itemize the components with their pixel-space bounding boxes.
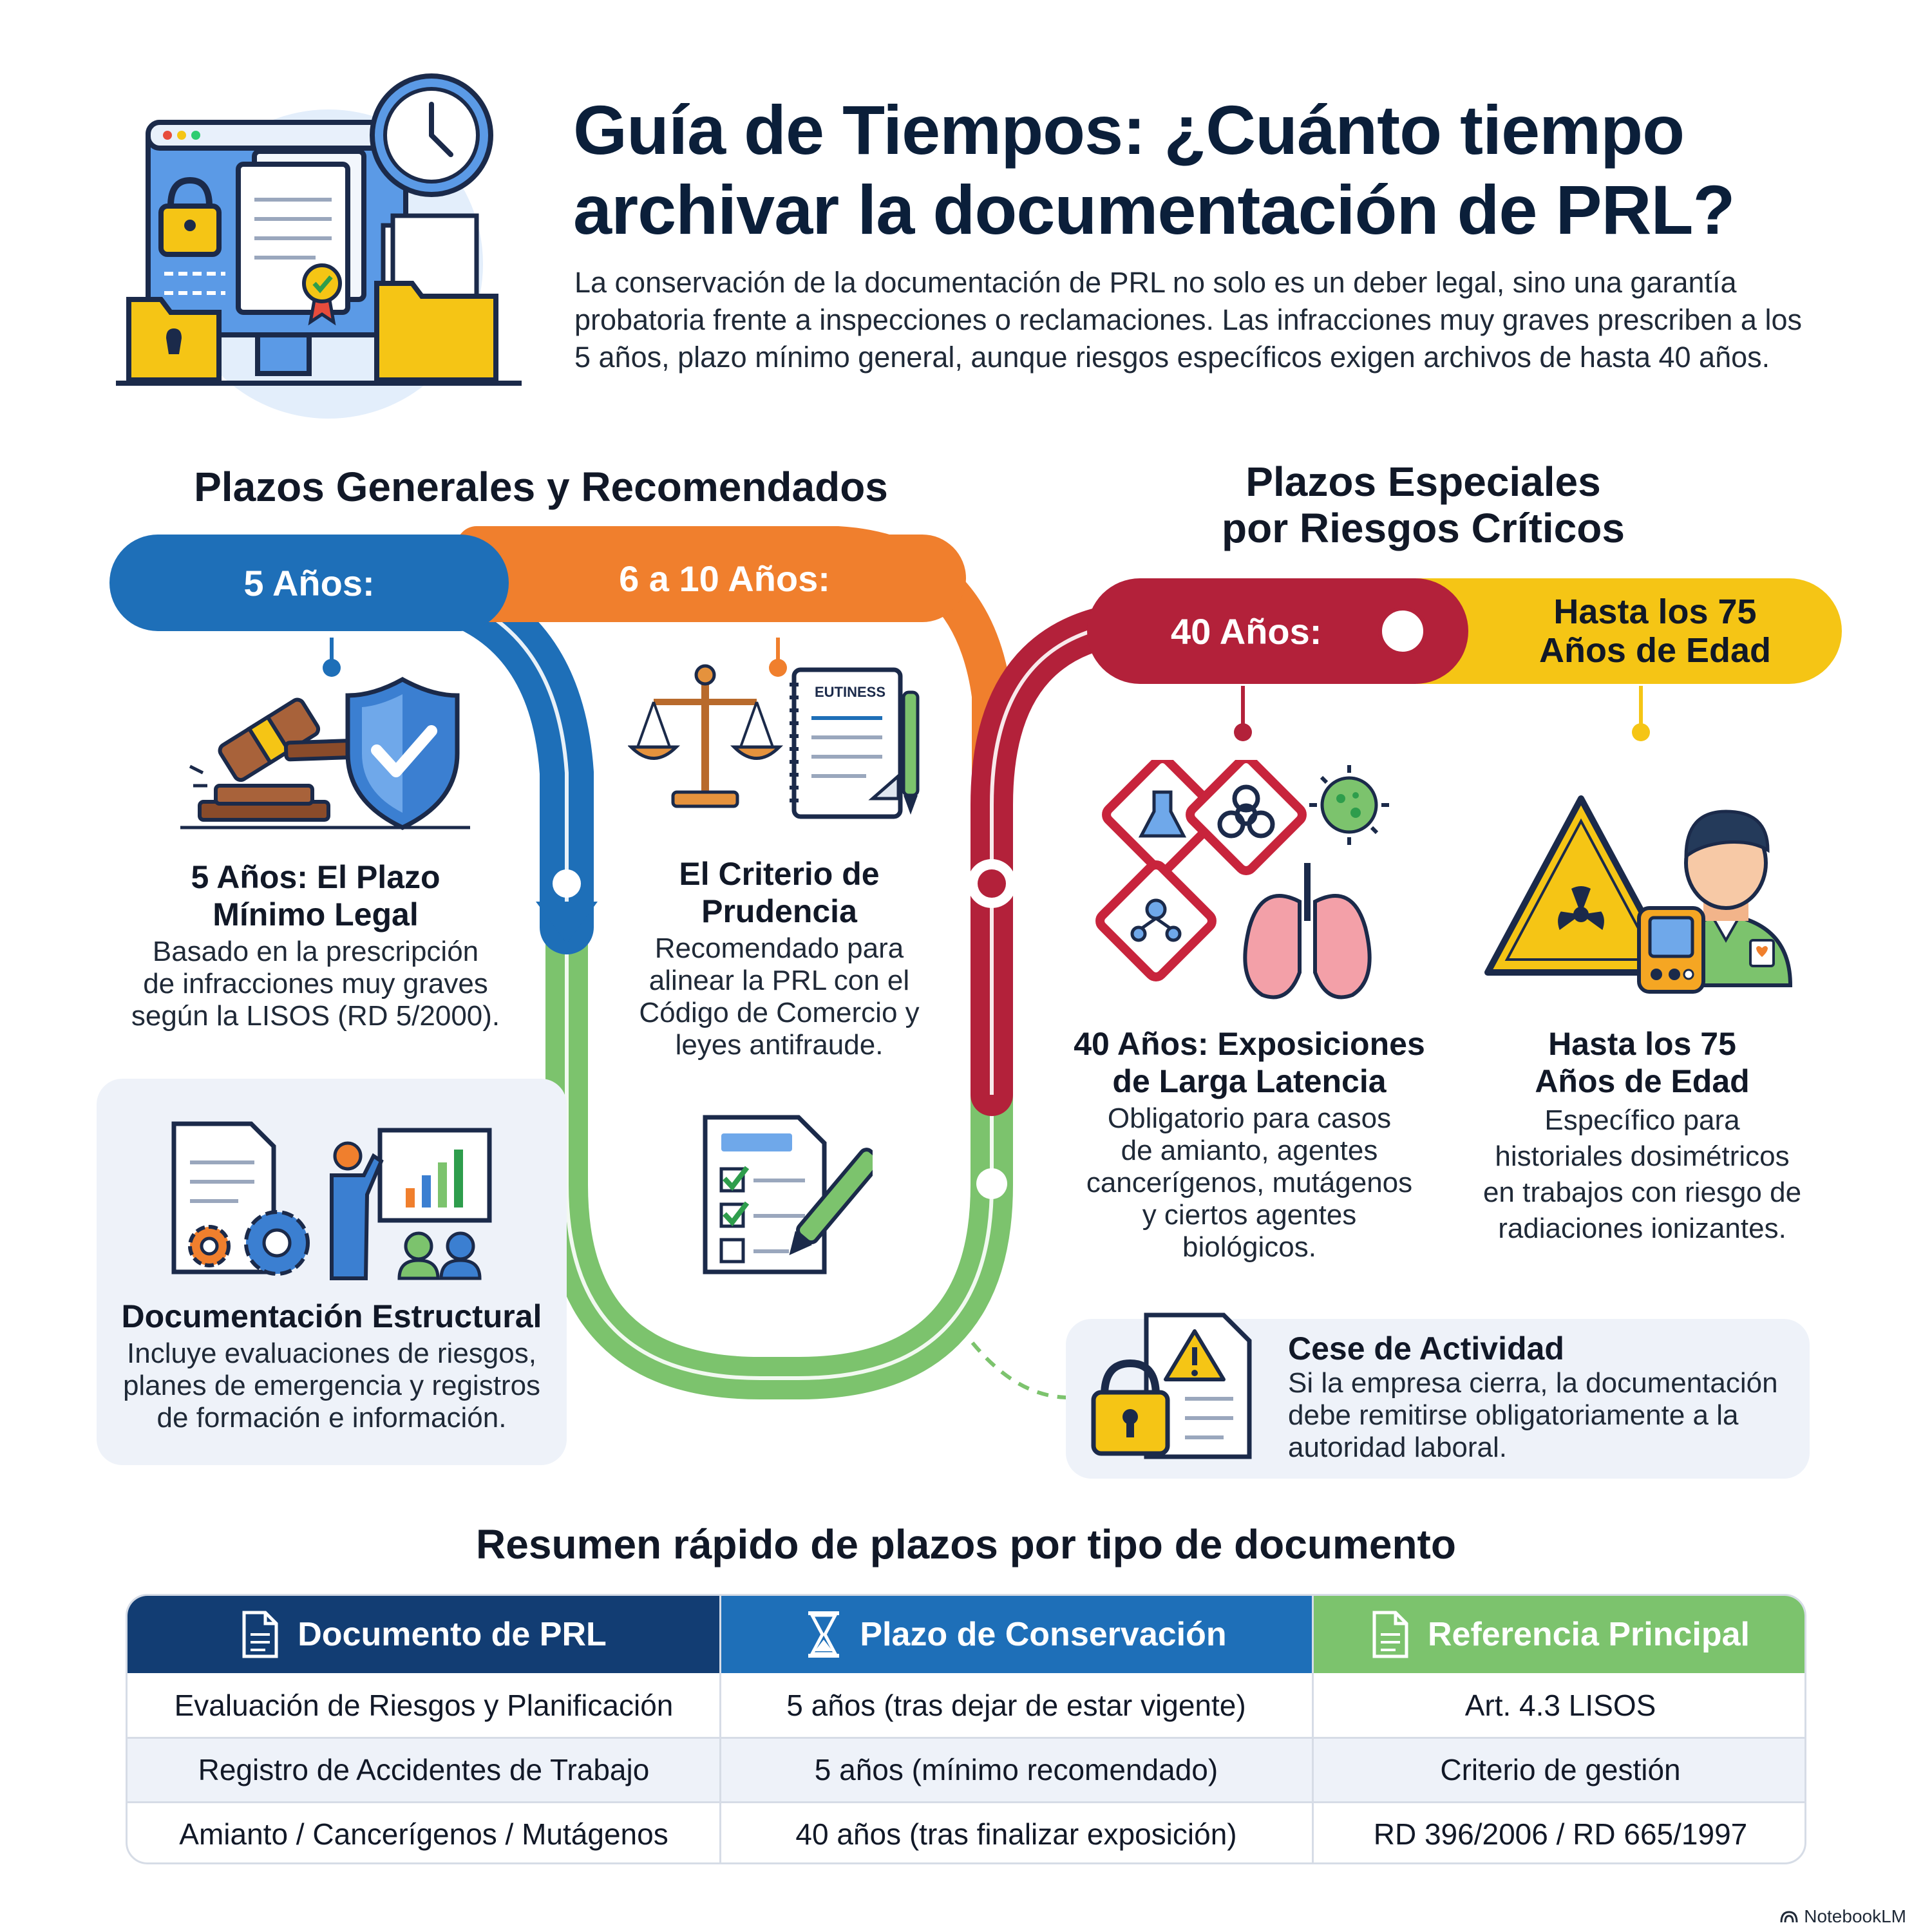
- notebooklm-logo-icon: [1779, 1909, 1799, 1924]
- table-cell: Art. 4.3 LISOS: [1464, 1689, 1656, 1722]
- pill-6-10-years: 6 a 10 Años:: [470, 535, 966, 622]
- structural-docs-text: [97, 1298, 567, 1434]
- radiation-illustration: [1481, 786, 1810, 998]
- card-text: de infracciones muy graves: [143, 968, 488, 999]
- table-cell: Amianto / Cancerígenos / Mutágenos: [179, 1817, 668, 1851]
- table-header-document: [128, 1596, 720, 1673]
- card-text: alinear la PRL con el: [649, 965, 910, 996]
- pill-40-years: [1087, 578, 1468, 684]
- clock-icon: [372, 76, 491, 194]
- table-row: [128, 1738, 1806, 1802]
- card-title: Documentación Estructural: [121, 1298, 542, 1334]
- title-line: Guía de Tiempos: ¿Cuánto tiempo: [573, 91, 1685, 169]
- special-heading: [1146, 459, 1700, 551]
- lungs-icon: [1245, 863, 1369, 997]
- card-text: biológicos.: [1182, 1231, 1316, 1263]
- pill-75-years: [1417, 578, 1842, 684]
- card-text: Código de Comercio y: [639, 997, 920, 1028]
- scales-notebook-illustration: [628, 657, 924, 831]
- scales-icon: [631, 666, 779, 806]
- padlock-icon: [1094, 1363, 1168, 1454]
- title-line: archivar la documentación de PRL?: [573, 171, 1735, 249]
- special-heading-line: por Riesgos Críticos: [1222, 505, 1625, 551]
- card-text: leyes antifraude.: [675, 1029, 884, 1061]
- card-text: Recomendado para: [654, 933, 904, 964]
- table-cell: 40 años (tras finalizar exposición): [795, 1817, 1237, 1851]
- table-cell: Evaluación de Riesgos y Planificación: [174, 1689, 674, 1722]
- card-title: Mínimo Legal: [213, 896, 419, 933]
- card-text: Si la empresa cierra, la documentación: [1288, 1367, 1778, 1399]
- card-title: Hasta los 75: [1548, 1026, 1736, 1062]
- card-title: El Criterio de: [679, 856, 880, 892]
- gavel-shield-illustration: [180, 663, 483, 837]
- table-divider: [128, 1737, 1806, 1739]
- intro-paragraph: [574, 264, 1888, 376]
- card-text: según la LISOS (RD 5/2000).: [131, 1000, 500, 1032]
- hourglass-icon: [806, 1610, 842, 1659]
- table-cell: RD 396/2006 / RD 665/1997: [1373, 1817, 1748, 1851]
- notebooklm-watermark: [1779, 1906, 1906, 1927]
- pill-75-line: Años de Edad: [1539, 631, 1772, 670]
- card-text: Incluye evaluaciones de riesgos,: [127, 1338, 536, 1369]
- archive-illustration: [109, 71, 535, 419]
- table-cell: 5 años (mínimo recomendado): [814, 1753, 1218, 1786]
- card-40-years: [1056, 1025, 1443, 1264]
- chemical-hazard-icon: [1097, 862, 1215, 980]
- cese-text: [1288, 1330, 1803, 1464]
- pill-40-label: 40 Años:: [1171, 611, 1322, 652]
- summary-heading: Resumen rápido de plazos por tipo de documento: [476, 1521, 1456, 1567]
- structural-illustration: [161, 1117, 496, 1285]
- table-header-label: Documento de PRL: [298, 1616, 607, 1653]
- intro-line: La conservación de la documentación de PRL no solo es un deber legal, sino una garantía: [574, 266, 1737, 299]
- card-title: de Larga Latencia: [1112, 1063, 1387, 1099]
- pill-5-years: 5 Años:: [109, 535, 509, 631]
- card-title: Años de Edad: [1535, 1063, 1750, 1099]
- card-text: Específico para: [1544, 1104, 1740, 1136]
- card-title: 40 Años: Exposiciones: [1074, 1026, 1425, 1062]
- card-text: y ciertos agentes: [1142, 1199, 1357, 1231]
- card-title: Cese de Actividad: [1288, 1331, 1564, 1367]
- card-title: 5 Años: El Plazo: [191, 859, 440, 895]
- card-text: historiales dosimétricos: [1495, 1141, 1790, 1172]
- card-text: Obligatorio para casos: [1107, 1103, 1392, 1134]
- biohazard-icon: [1187, 760, 1305, 874]
- hazards-illustration: [1095, 760, 1404, 1011]
- document-icon: [241, 1610, 279, 1659]
- card-text: cancerígenos, mutágenos: [1086, 1167, 1413, 1198]
- table-header-label: Referencia Principal: [1428, 1616, 1750, 1653]
- intro-line: 5 años, plazo mínimo general, aunque riesgos específicos exigen archivos de hasta 40 años.: [574, 341, 1770, 374]
- presentation-icon: [332, 1130, 489, 1278]
- checklist-icon: [699, 1111, 873, 1278]
- special-heading-line: Plazos Especiales: [1245, 459, 1601, 505]
- card-75-years: [1462, 1025, 1823, 1247]
- page-title: [573, 90, 1861, 250]
- general-heading: Plazos Generales y Recomendados: [194, 464, 888, 510]
- virus-icon: [1309, 765, 1389, 845]
- table-row: [128, 1802, 1806, 1864]
- document-icon: [1371, 1610, 1410, 1659]
- card-text: en trabajos con riesgo de: [1482, 1177, 1802, 1208]
- notebook-label: EUTINESS: [815, 684, 886, 700]
- summary-table: [126, 1594, 1806, 1864]
- pill-75-line: Hasta los 75: [1553, 592, 1757, 631]
- brand-label: NotebookLM: [1804, 1906, 1906, 1926]
- card-text: de formación e información.: [156, 1402, 507, 1434]
- cese-illustration: [1088, 1309, 1262, 1463]
- table-cell: 5 años (tras dejar de estar vigente): [786, 1689, 1246, 1722]
- table-header-period: [720, 1596, 1312, 1673]
- card-6-10-years: [599, 855, 960, 1061]
- table-divider: [1312, 1596, 1314, 1864]
- card-title: Prudencia: [701, 893, 857, 929]
- table-header-label: Plazo de Conservación: [860, 1616, 1227, 1653]
- pill-40-knob: [1378, 607, 1427, 656]
- card-5-years: [116, 858, 515, 1032]
- table-divider: [128, 1801, 1806, 1803]
- notebook-icon: [794, 670, 900, 817]
- dashed-connector: [972, 1343, 1069, 1397]
- card-text: debe remitirse obligatoriamente a la: [1288, 1399, 1739, 1431]
- table-cell: Registro de Accidentes de Trabajo: [198, 1753, 650, 1786]
- card-text: planes de emergencia y registros: [122, 1370, 541, 1401]
- dosimeter-icon: [1639, 908, 1703, 992]
- table-cell: Criterio de gestión: [1440, 1753, 1681, 1786]
- card-text: Basado en la prescripción: [152, 936, 479, 967]
- table-row: [128, 1673, 1806, 1738]
- pen-icon: [904, 692, 918, 815]
- intro-line: probatoria frente a inspecciones o reclamaciones. Las infracciones muy graves prescriben a los: [574, 303, 1802, 336]
- document-icon: [238, 151, 364, 312]
- card-text: radiaciones ionizantes.: [1498, 1213, 1786, 1244]
- table-header-reference: [1312, 1596, 1806, 1673]
- card-text: autoridad laboral.: [1288, 1432, 1508, 1463]
- card-text: de amianto, agentes: [1121, 1135, 1378, 1166]
- table-divider: [719, 1596, 721, 1864]
- shield-check-icon: [348, 679, 457, 828]
